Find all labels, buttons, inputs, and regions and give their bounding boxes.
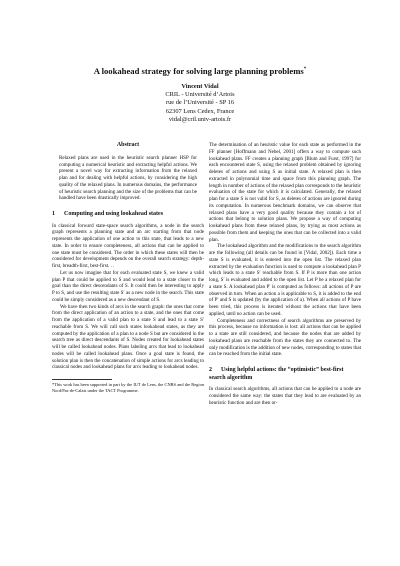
footnote-rule <box>52 379 112 380</box>
left-column <box>52 142 204 393</box>
author-name: Vincent Vidal <box>181 83 219 90</box>
section-title: Computing and using lookahead states <box>64 211 164 217</box>
abstract-text: Relaxed plans are used in the heuristic search planner HSP for computing a numerical heuristic and extracting helpful actions. We present a novel way for extracting information from the relaxed plan and for dealing with helpful actions, by considering the high quality of the relaxed plans. In numerous domains, the performance of heuristic search planning and the size of the problems that can be handled have been drastically improved. <box>59 154 197 202</box>
section-heading <box>209 367 361 382</box>
paragraph: Completeness and correctness of search algorithms are preserved by this process, because no information is lost: all actions that can be applied to a state are still considered, and because the nodes that are added by lookahead plans are reachable from the states they are connected to. The only modification is the addition of new nodes, corresponding to states that can be reached from the initial state. <box>209 317 361 358</box>
paragraph: Let us now imagine that for each evaluated state S, we knew a valid plan P that could be applied to S and would lead to a state closer to the goal than the direct descendants of S. It could then be interesting to apply P to S, and use the resulting state S′ as a new node in the search. This state could be simply considered as a new descendant of S. <box>52 269 204 303</box>
paragraph: We have then two kinds of arcs in the search graph: the ones that come from the direct application of an action to a state, and the ones that come from the application of a valid plan to a state S and lead to a state S′ reachable from S. We will call such states lookahead states, as they are computed by the application of a plan to a node S but are considered in the search tree as direct descendants of S. Nodes created for lookahead states will be called lookahead nodes. Plans labeling arcs that lead to lookahead nodes will be called lookahead plans. Once a goal state is found, the solution plan is then the concatenation of simple actions for arcs leading to classical nodes and lookahead plans for arcs leading to lookahead nodes. <box>52 303 204 371</box>
abstract <box>52 155 204 202</box>
abstract-heading: Abstract <box>116 142 140 148</box>
paragraph: The lookahead algorithm and the modifications to the search algorithm are the following (all details can be found in [Vidal, 2002]). Each time a state S is evaluated, it is entered into the open list. The relaxed plan extracted by the evaluation function is used to compute a lookahead plan P which leads to a state S′ reachable from S. If P is more than one action long, S′ is evaluated and added to the open list. Let P be a relaxed plan for a state S. A lookahead plan P′ is computed as follows: all actions of P are observed in turn. When an action a is applicable to S, it is added to the end of P′ and S is updated (by the application of a). When all actions of P have been tried, this process is iterated without the actions that have been applied, until no action can be used. <box>209 243 361 317</box>
section-heading <box>52 211 204 219</box>
author-block <box>0 83 400 124</box>
title-footnote-mark: * <box>303 67 307 73</box>
section-number: 2 <box>209 367 212 373</box>
paper-title: A lookahead strategy for solving large planning problems* <box>93 66 307 76</box>
footnote: *This work has been supported in part by the IUT de Lens, the CNRS and the Region Nord/Pas-de-Calais under the TACT Programme. <box>52 382 204 393</box>
affiliation-line: CRIL - Université d’Artois <box>165 91 235 99</box>
email-line: vidal@cril.univ-artois.fr <box>168 115 232 123</box>
section-title: Using helpful actions: the “optimistic” best-first search algorithm <box>209 367 344 381</box>
section-number: 1 <box>52 211 55 217</box>
paragraph: The determination of an heuristic value for each state as performed in the FF planner [Hoffmann and Nebel, 2001] offers a way to compute such lookahead plans. FF creates a planning graph [Blum and Furst, 1997] for each encountered state S, using the relaxed problem obtained by ignoring deletes of actions and using S as initial state. A relaxed plan is then extracted in polynomial time and space from this planning graph. The length in number of actions of the relaxed plan corresponds to the heuristic evaluation of the state for which it is calculated. Generally, the relaxed plan for a state S is not valid for S, as deletes of actions are ignored during its computation. In numerous benchmark domains, we can observe that relaxed plans have a very good quality because they contain a lot of actions that belong to solution plans. We propose a way of computing lookahead plans from these relaxed plans, by trying as most actions as possible from them and keeping the ones that can be collected into a valid plan. <box>209 142 361 243</box>
right-column <box>209 142 361 406</box>
paragraph: In classical search algorithms, all actions that can be applied to a node are considered the same way: the states that they lead to are evaluated by an heuristic function and are then or- <box>209 386 361 406</box>
paragraph: In classical forward state-space search algorithms, a node in the search graph represents a planning state and an arc starting from that node represents the application of one action to this state, that leads to a new state. In order to ensure completeness, all actions that can be applied to one state must be considered. The order in which these states will then be considered for development depends on the overall search strategy: depth-first, breadth-first, best-first. . . <box>52 222 204 269</box>
city-line: 62307 Lens Cedex, France <box>165 107 235 115</box>
address-line: rue de l’Université - SP 16 <box>165 99 235 107</box>
